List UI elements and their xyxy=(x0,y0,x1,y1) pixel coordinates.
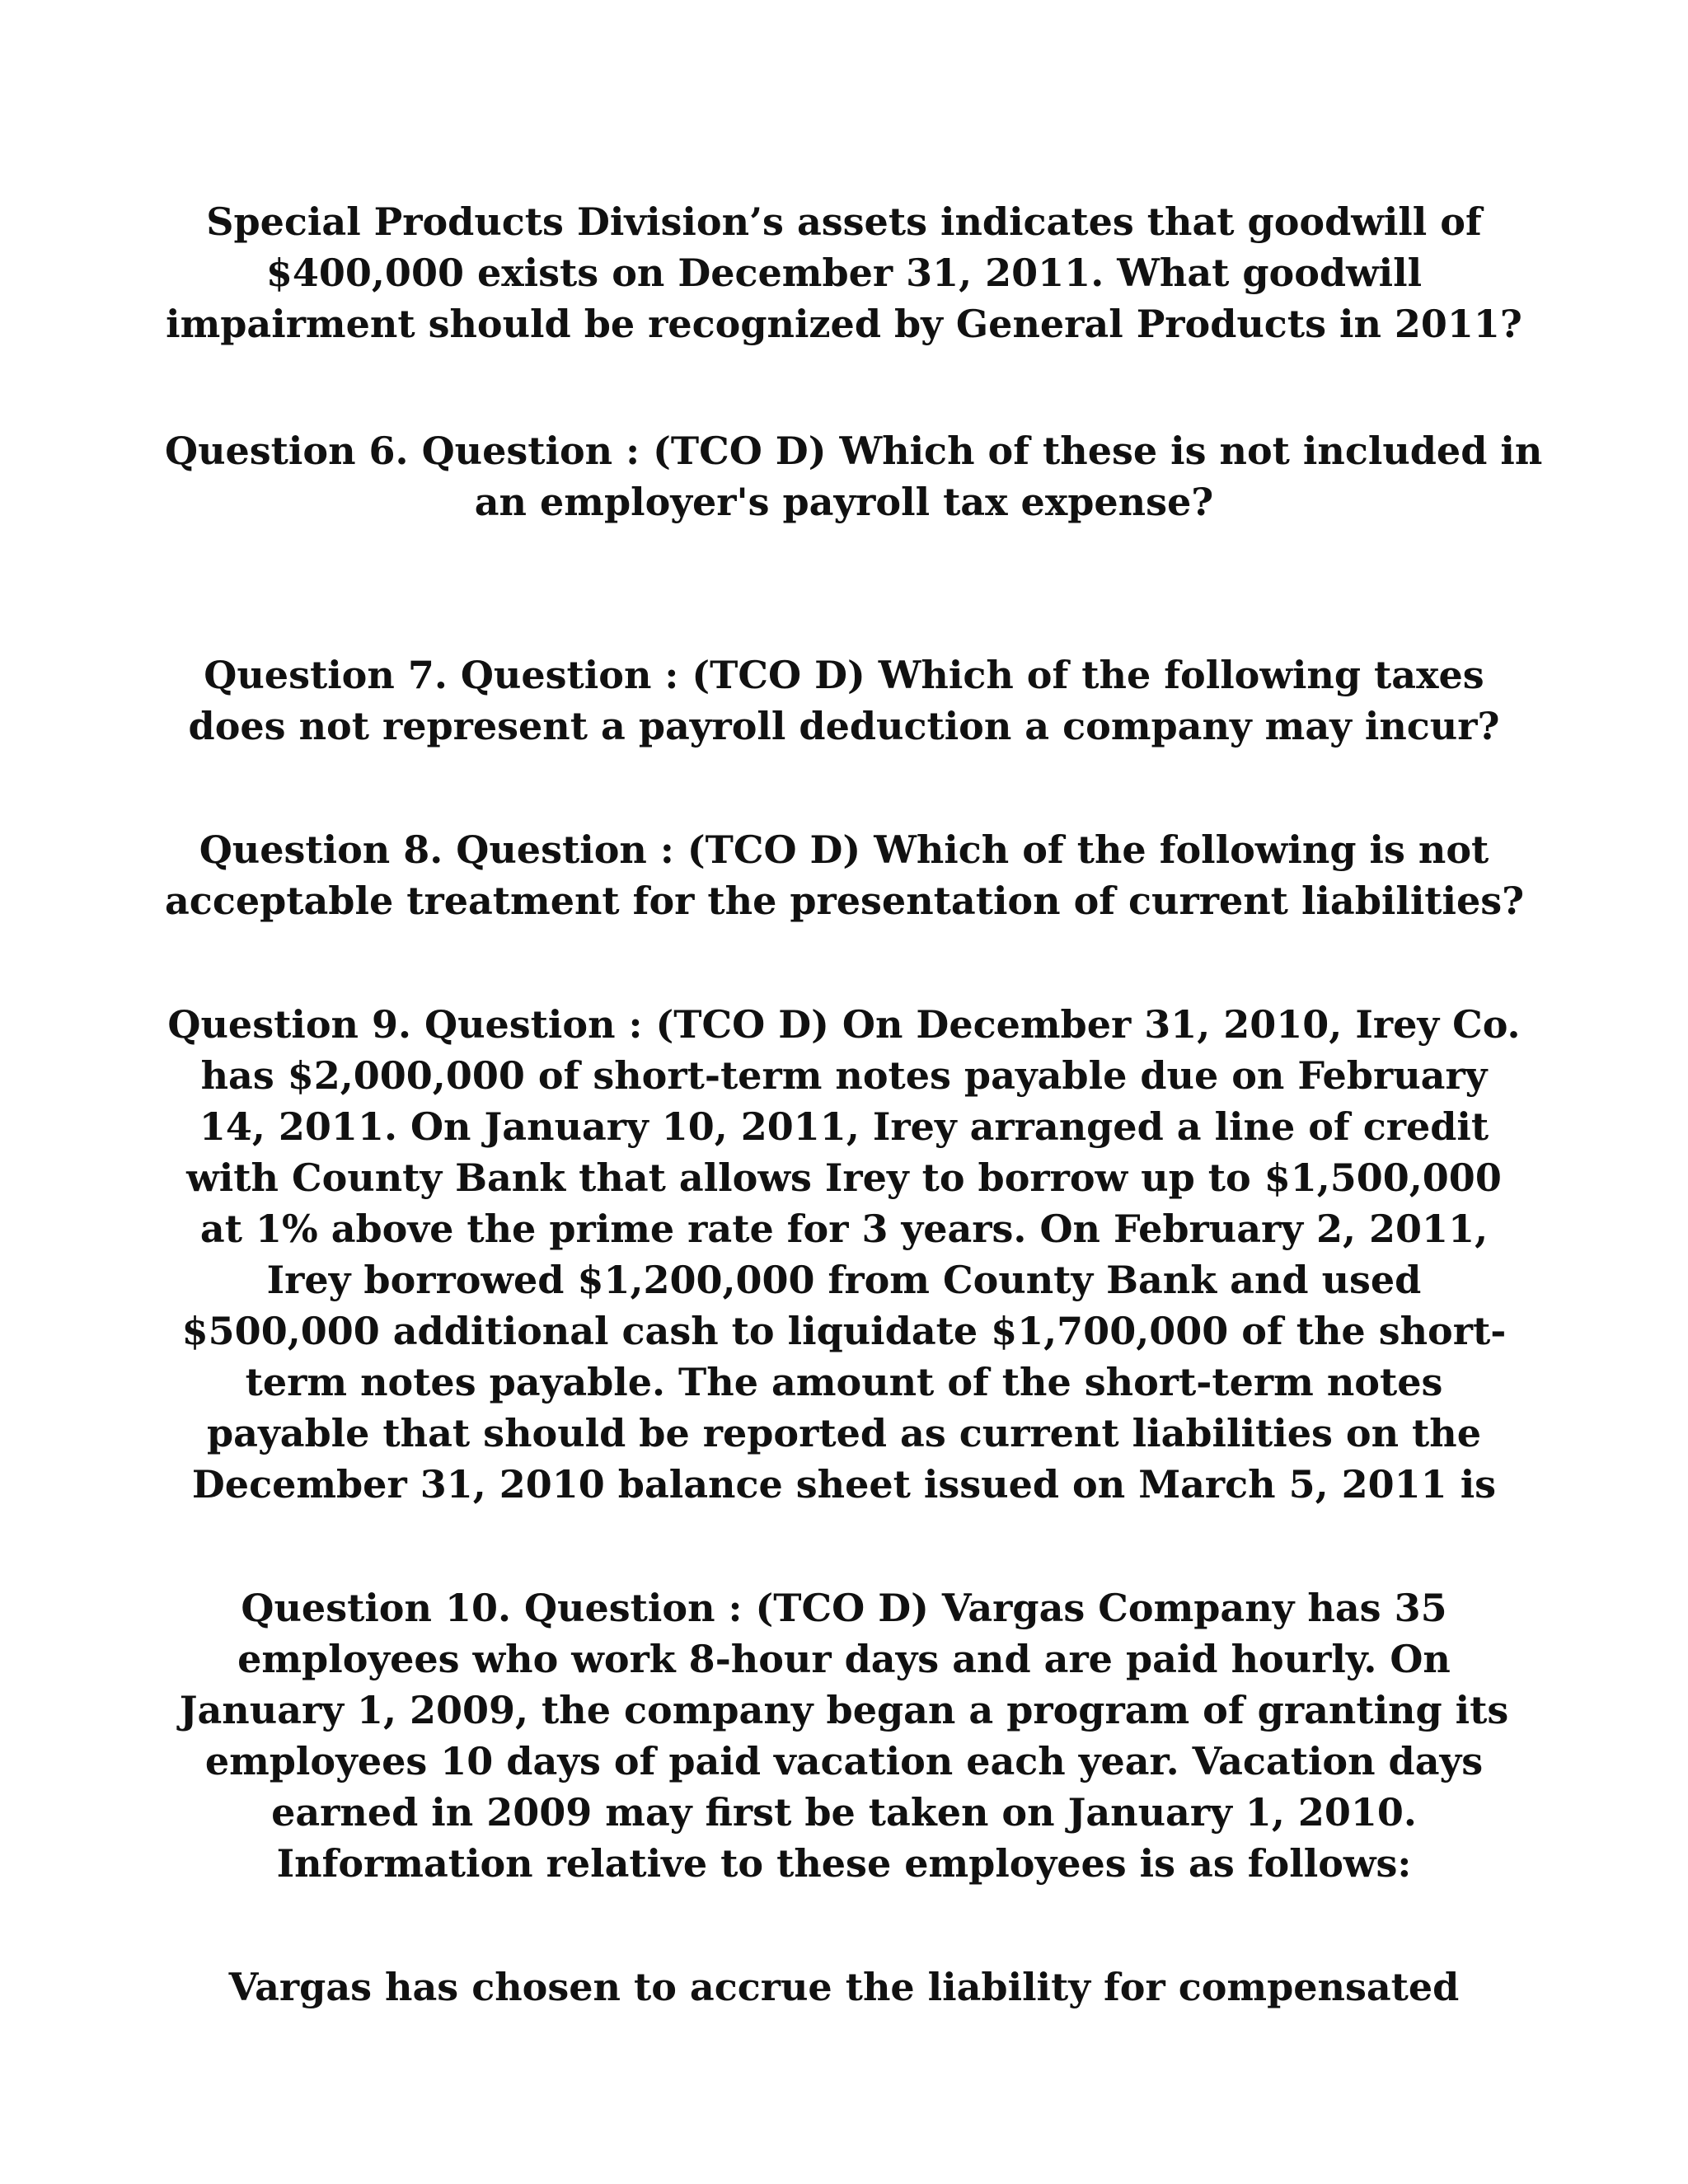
question-6 xyxy=(165,425,1543,527)
text-line: Irey borrowed $1,200,000 from County Bank and used xyxy=(266,1258,1422,1302)
question-8 xyxy=(165,824,1523,926)
text-line: $500,000 additional cash to liquidate $1,700,000 of the short- xyxy=(181,1309,1507,1353)
text-line: Information relative to these employees is as follows: xyxy=(276,1841,1412,1886)
paragraph-spacer xyxy=(165,926,1523,999)
text-line: employees who work 8-hour days and are paid hourly. On xyxy=(237,1637,1451,1681)
text-line: acceptable treatment for the presentation of current liabilities? xyxy=(165,879,1525,923)
text-line: earned in 2009 may first be taken on January 1, 2010. xyxy=(271,1790,1417,1835)
goodwill-question-continuation xyxy=(165,196,1523,349)
text-line: Question 6. Question : (TCO D) Which of these is not included in xyxy=(165,429,1543,473)
text-line: does not represent a payroll deduction a company may incur? xyxy=(188,704,1500,748)
text-line: Question 7. Question : (TCO D) Which of the following taxes xyxy=(204,653,1484,697)
text-line: at 1% above the prime rate for 3 years. On February 2, 2011, xyxy=(199,1207,1489,1251)
text-line: $400,000 exists on December 31, 2011. What goodwill xyxy=(265,251,1423,295)
text-line: payable that should be reported as current liabilities on the xyxy=(207,1411,1481,1455)
paragraph-spacer xyxy=(165,752,1523,824)
text-line: term notes payable. The amount of the short-term notes xyxy=(245,1360,1443,1404)
vargas-continuation xyxy=(165,1961,1523,2013)
text-line: Vargas has chosen to accrue the liability for compensated xyxy=(228,1965,1460,2009)
text-line: Question 9. Question : (TCO D) On December 31, 2010, Irey Co. xyxy=(167,1002,1521,1047)
text-line: employees 10 days of paid vacation each year. Vacation days xyxy=(204,1739,1484,1783)
text-line: Question 10. Question : (TCO D) Vargas Company has 35 xyxy=(241,1586,1447,1630)
paragraph-spacer xyxy=(165,1889,1523,1961)
text-line: with County Bank that allows Irey to borrow up to $1,500,000 xyxy=(186,1155,1502,1200)
text-line: impairment should be recognized by General Products in 2011? xyxy=(166,302,1522,346)
text-line: 14, 2011. On January 10, 2011, Irey arranged a line of credit xyxy=(199,1104,1489,1149)
document-body xyxy=(165,196,1543,2013)
question-9 xyxy=(165,999,1523,1510)
question-7 xyxy=(165,649,1523,752)
paragraph-spacer xyxy=(165,527,1523,649)
text-line: January 1, 2009, the company began a program of granting its xyxy=(179,1688,1509,1732)
text-line: an employer's payroll tax expense? xyxy=(474,480,1214,524)
text-line: has $2,000,000 of short-term notes payable due on February xyxy=(200,1053,1488,1098)
question-10 xyxy=(165,1582,1523,1889)
paragraph-spacer xyxy=(165,349,1523,425)
text-line: December 31, 2010 balance sheet issued on March 5, 2011 is xyxy=(191,1462,1497,1507)
paragraph-spacer xyxy=(165,1510,1523,1582)
text-line: Question 8. Question : (TCO D) Which of the following is not xyxy=(199,827,1489,872)
text-line: Special Products Division’s assets indicates that goodwill of xyxy=(206,199,1482,244)
